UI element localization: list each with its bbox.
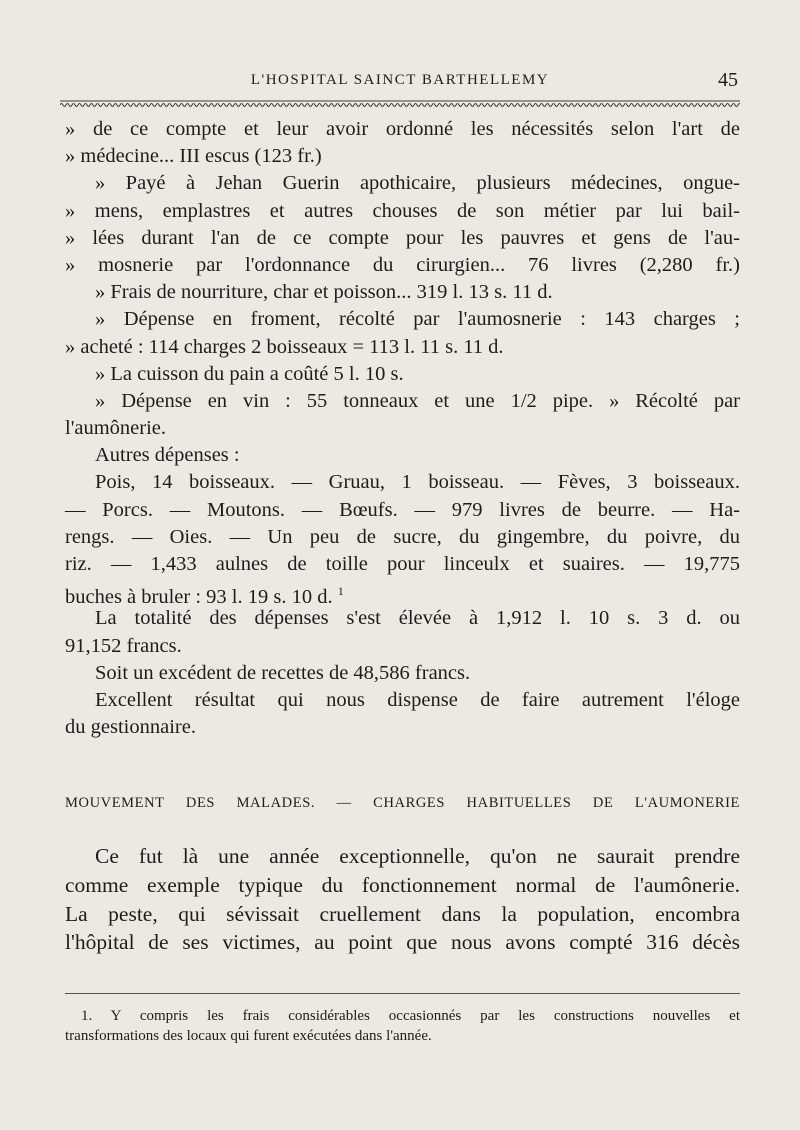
text-line-with-note [65, 578, 740, 609]
page-header [62, 69, 738, 96]
text-line: Excellent résultat qui nous dispense de faire autrement l'éloge [95, 688, 740, 711]
page-number: 45 [718, 69, 738, 91]
text-line: l'hôpital de ses victimes, au point que nous avons compté 316 décès [65, 930, 740, 955]
footnote-rule [65, 992, 740, 995]
section-body [65, 842, 740, 957]
text-line: La peste, qui sévissait cruellement dans la population, encombra [65, 901, 740, 926]
text-line: » Dépense en froment, récolté par l'aumosnerie : 143 charges ; [95, 308, 740, 331]
text-line: » mens, emplastres et autres chouses de son métier par lui bail- [65, 199, 740, 222]
text-line: » Frais de nourriture, char et poisson... 319 l. 13 s. 11 d. [95, 281, 553, 304]
footnote-line: transformations des locaux qui furent exécutées dans l'année. [65, 1028, 432, 1044]
footnote-number: 1. [81, 1008, 93, 1024]
text-line: — Porcs. — Moutons. — Bœufs. — 979 livres de beurre. — Ha- [65, 498, 740, 521]
text-line: » Dépense en vin : 55 tonneaux et une 1/2 pipe. » Récolté par [95, 389, 740, 412]
text-line: l'aumônerie. [65, 417, 167, 440]
text-line: riz. — 1,433 aulnes de toille pour linceulx et suaires. — 19,775 [65, 553, 740, 575]
ornamental-rule [60, 100, 740, 108]
text-line: Ce fut là une année exceptionnelle, qu'on ne saurait prendre [95, 844, 740, 868]
text-line: buches à bruler : 93 l. 19 s. 10 d. [65, 586, 333, 609]
section-title: MOUVEMENT DES MALADES. — CHARGES HABITUELLES DE L'AUMONERIE [65, 795, 740, 811]
text-line: » lées durant l'an de ce compte pour les pauvres et gens de l'au- [65, 226, 740, 249]
footnote-text: Y compris les frais considérables occasionnés par les constructions nouvelles et [110, 1008, 740, 1024]
text-line: » mosnerie par l'ordonnance du cirurgien... 76 livres (2,280 fr.) [65, 253, 740, 276]
text-line: 91,152 francs. [65, 634, 182, 657]
footnote [65, 1006, 740, 1046]
footnote-marker: 1 [337, 584, 344, 599]
text-line: Autres dépenses : [95, 444, 240, 467]
text-line: Soit un excédent de recettes de 48,586 francs. [95, 661, 471, 684]
text-line: La totalité des dépenses s'est élevée à 1,912 l. 10 s. 3 d. ou [95, 607, 740, 630]
text-line: » acheté : 114 charges 2 boisseaux = 113 l. 11 s. 11 d. [65, 335, 504, 358]
text-line: » médecine... III escus (123 fr.) [65, 145, 322, 168]
text-line: Pois, 14 boisseaux. — Gruau, 1 boisseau. — Fèves, 3 boisseaux. [95, 471, 740, 494]
text-line: du gestionnaire. [65, 716, 196, 739]
text-line: comme exemple typique du fonctionnement normal de l'aumônerie. [65, 872, 740, 897]
text-line: » La cuisson du pain a coûté 5 l. 10 s. [95, 362, 404, 385]
text-line: rengs. — Oies. — Un peu de sucre, du gingembre, du poivre, du [65, 525, 740, 548]
body-text [65, 116, 740, 741]
footnote-line [65, 1006, 740, 1026]
text-line: » de ce compte et leur avoir ordonné les nécessités selon l'art de [65, 118, 740, 140]
text-line: » Payé à Jehan Guerin apothicaire, plusieurs médecines, ongue- [95, 172, 740, 195]
running-title: L'HOSPITAL SAINCT BARTHELLEMY [250, 72, 550, 88]
